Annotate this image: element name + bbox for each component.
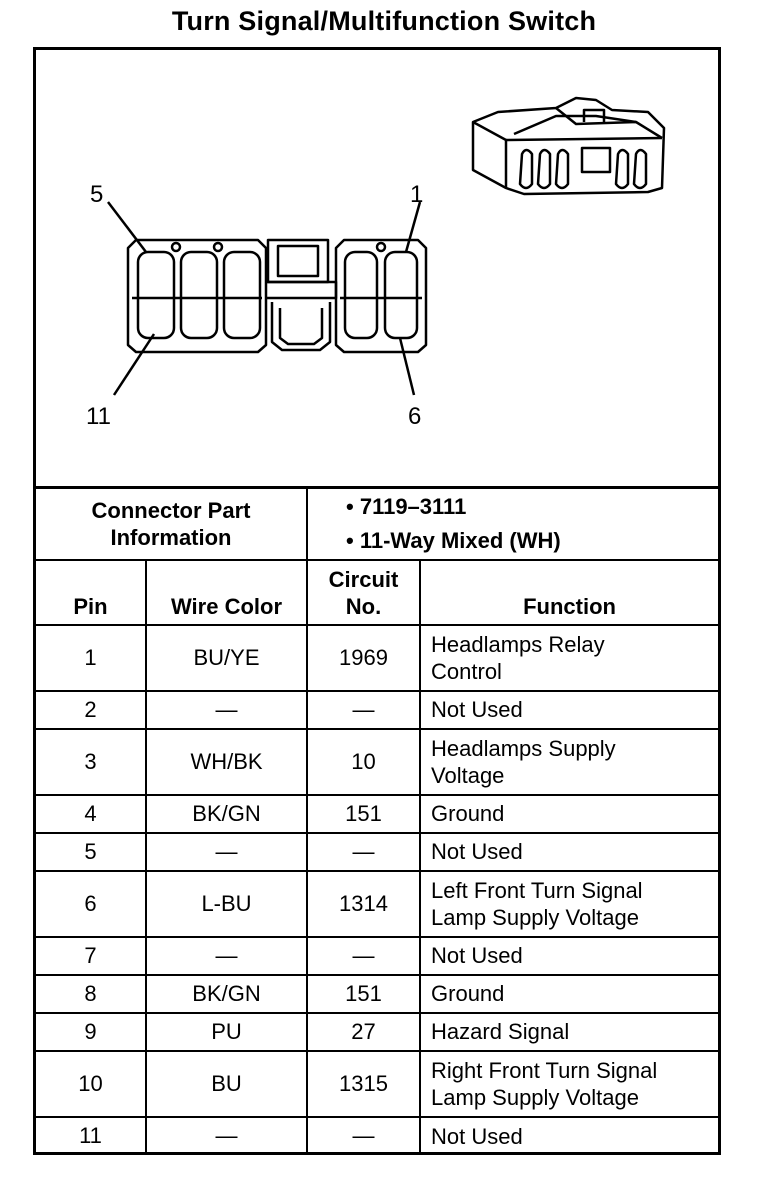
wire-color-cell: BK/GN [146,795,307,833]
wire-color-cell: BU [146,1051,307,1117]
connector-info-row [36,488,718,560]
pin-cell: 1 [36,625,146,691]
col-header-pin: Pin [36,560,146,625]
connector-info-label-line2: Information [110,524,232,550]
connector-frame [33,47,721,1155]
wire-color-cell: — [146,833,307,871]
function-line1: Not Used [431,943,523,968]
table-row [36,833,718,871]
function-cell [420,975,718,1013]
pin-cell: 5 [36,833,146,871]
table-row [36,729,718,795]
circuit-cell: — [307,691,420,729]
function-cell [420,937,718,975]
circuit-cell: 1314 [307,871,420,937]
pin-label-5: 5 [90,181,104,208]
wire-color-cell: — [146,937,307,975]
wire-color-cell: — [146,1117,307,1155]
function-line1: Ground [431,801,505,826]
function-line1: Not Used [431,697,523,722]
circuit-cell: 27 [307,1013,420,1051]
pin-label-1: 1 [410,181,424,208]
table-row [36,691,718,729]
wire-color-cell: — [146,691,307,729]
connector-info-list [307,488,718,560]
table-row [36,937,718,975]
connector-type: • 11-Way Mixed (WH) [346,527,561,553]
pin-cell: 9 [36,1013,146,1051]
table-row [36,1051,718,1117]
wire-color-cell: L-BU [146,871,307,937]
function-cell [420,1013,718,1051]
function-line1: Headlamps Supply [431,735,616,761]
connector-face-drawing [108,202,426,395]
wire-color-cell: WH/BK [146,729,307,795]
function-cell [420,691,718,729]
function-cell [420,729,718,795]
pin-cell: 7 [36,937,146,975]
column-header-row [36,560,718,625]
function-cell [420,795,718,833]
function-cell [420,1117,718,1155]
connector-info-label [36,488,307,560]
circuit-cell: 151 [307,795,420,833]
table-row [36,625,718,691]
function-cell [420,625,718,691]
pin-cell: 10 [36,1051,146,1117]
function-line1: Right Front Turn Signal [431,1057,658,1083]
pin-cell: 8 [36,975,146,1013]
connector-perspective-drawing [473,98,664,194]
function-cell [420,871,718,937]
function-line1: Left Front Turn Signal [431,877,643,903]
wire-color-cell: PU [146,1013,307,1051]
circuit-cell: — [307,833,420,871]
table-row [36,975,718,1013]
function-cell [420,1051,718,1117]
col-header-circuit [307,560,420,625]
wire-color-cell: BK/GN [146,975,307,1013]
function-line1: Not Used [431,1123,523,1149]
pin-cell: 4 [36,795,146,833]
circuit-cell: — [307,937,420,975]
col-header-circuit-line2: No. [345,593,382,619]
connector-info-label-line1: Connector Part [91,497,251,523]
function-line1: Not Used [431,839,523,864]
function-line2: Lamp Supply Voltage [431,904,639,930]
function-line2: Voltage [431,762,505,788]
circuit-cell: 1969 [307,625,420,691]
pin-label-6: 6 [408,403,422,430]
pinout-table [36,486,718,1155]
pin-cell: 2 [36,691,146,729]
pin-cell: 11 [36,1117,146,1155]
circuit-cell: 1315 [307,1051,420,1117]
pin-cell: 3 [36,729,146,795]
function-line1: Ground [431,981,505,1006]
function-line1: Hazard Signal [431,1019,570,1044]
page-title: Turn Signal/Multifunction Switch [171,6,597,36]
pin-label-11: 11 [86,403,111,430]
function-cell [420,833,718,871]
wire-color-cell: BU/YE [146,625,307,691]
table-row [36,795,718,833]
col-header-wire-color: Wire Color [146,560,307,625]
table-row [36,871,718,937]
connector-diagram [36,50,718,486]
connector-part-number: • 7119–3111 [346,493,467,519]
table-row [36,1013,718,1051]
function-line2: Lamp Supply Voltage [431,1084,639,1110]
function-line2: Control [431,658,502,684]
pin-cell: 6 [36,871,146,937]
function-line1: Headlamps Relay [431,631,605,657]
table-row [36,1117,718,1155]
circuit-cell: — [307,1117,420,1155]
circuit-cell: 10 [307,729,420,795]
col-header-circuit-line1: Circuit [328,566,399,592]
circuit-cell: 151 [307,975,420,1013]
col-header-function: Function [420,560,718,625]
